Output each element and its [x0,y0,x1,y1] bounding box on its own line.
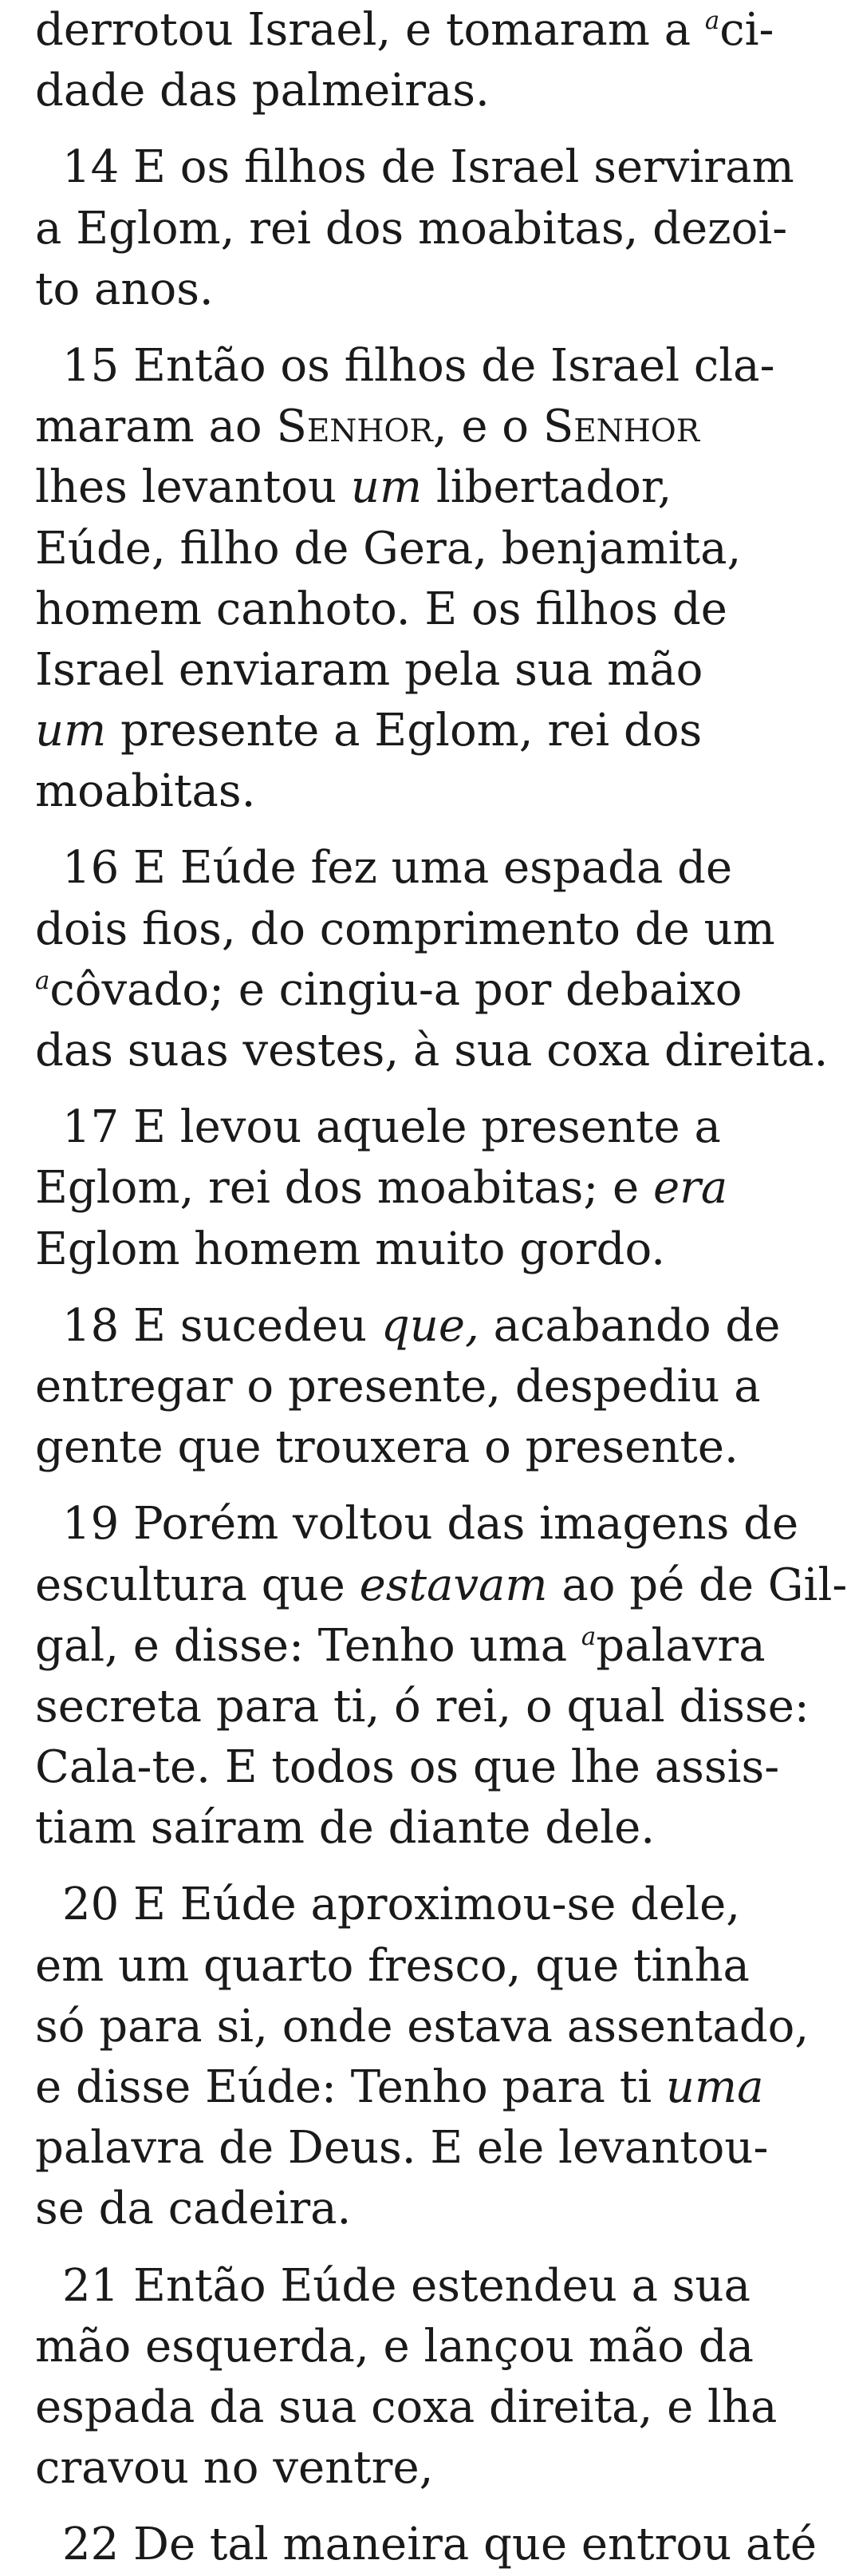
text-line [35,2118,769,2179]
footnote-marker: a [581,1622,597,1651]
text-line [35,199,788,259]
text-line [35,2057,764,2118]
text-segment: das suas vestes, à sua coxa direita. [35,1025,829,1077]
text-line [35,1997,810,2057]
text-segment: moabitas. [35,765,256,818]
verse-20 [35,1875,810,2239]
italic-word: uma [665,2061,764,2113]
verse-18 [35,1296,781,1479]
text-segment: tiam saíram de diante dele. [35,1802,656,1855]
text-line [35,1677,810,1737]
text-segment: entregar o presente, despediu a [35,1360,761,1412]
lord-small-caps: Senhor [276,401,433,453]
text-line [35,61,731,121]
text-segment: Eglom homem muito gordo. [35,1223,665,1275]
text-segment: palavra de Deus. E ele levantou- [35,2122,769,2175]
text-line [35,701,731,761]
verse-21 [35,2256,778,2499]
text-segment: 21 Então Eúde estendeu a sua [62,2259,750,2312]
italic-word: estavam [359,1559,548,1611]
text-line [35,519,742,579]
verse-16 [35,838,829,1081]
verse-13 [35,0,774,121]
footnote-marker: a [704,6,720,35]
text-line [35,1417,739,1478]
text-line [35,397,731,457]
text-line [35,1219,731,1280]
text-line [35,2438,731,2499]
italic-word: era [652,1162,728,1215]
text-segment: espada da sua coxa direita, e lha [35,2380,778,2433]
text-line [35,259,731,320]
text-segment: maram ao Senhor, e o Senhor [35,401,700,453]
text-segment: 20 E Eúde aproximou-se dele, [62,1879,741,1931]
text-segment: 19 Porém voltou das imagens de [62,1498,799,1551]
text-line [35,137,794,198]
text-line [35,1158,731,1219]
text-segment: secreta para ti, ó rei, o qual disse: [35,1680,810,1732]
text-segment: homem canhoto. E os filhos de [35,583,727,635]
footnote-marker: a [35,966,50,995]
text-line [35,457,731,518]
text-line [35,640,731,701]
text-segment: gente que trouxera o presente. [35,1421,739,1474]
text-line [35,1021,829,1081]
verse-22 [35,2515,817,2575]
text-segment: Cala-te. E todos os que lhe assis- [35,1741,780,1794]
text-line [35,1616,766,1677]
text-line [35,1494,799,1555]
text-segment: Israel enviaram pela sua mão [35,643,703,696]
text-line [35,1737,780,1798]
text-segment: 18 E sucedeu que, acabando de [62,1299,781,1352]
text-segment: Eglom, rei dos moabitas; e era [35,1162,728,1215]
text-line [35,838,731,899]
text-line [35,960,743,1021]
text-segment: derrotou Israel, e tomaram a $^a$ci- [35,4,774,56]
text-segment: mão esquerda, e lançou mão da [35,2320,754,2373]
italic-word: que, [380,1299,479,1352]
text-segment: e disse Eúde: Tenho para ti uma [35,2061,764,2113]
text-line [35,761,731,822]
text-line [35,2179,731,2239]
verse-15 [35,336,775,823]
text-line [35,1555,847,1616]
text-line [35,1875,741,1935]
text-line [35,579,731,640]
text-segment: cravou no ventre, [35,2442,434,2495]
text-segment: se da cadeira. [35,2183,352,2235]
italic-word: um [350,461,423,514]
text-segment: dois fios, do comprimento de um [35,903,775,955]
text-segment: gal, e disse: Tenho uma $^a$palavra [35,1619,766,1672]
text-segment: lhes levantou um libertador, [35,461,672,514]
text-line [35,1097,731,1158]
text-line [35,1798,731,1859]
text-segment: só para si, onde estava assentado, [35,2000,810,2053]
lord-small-caps: Senhor [542,401,700,453]
text-line [35,1357,761,1417]
verse-17 [35,1097,731,1280]
text-segment: dade das palmeiras. [35,65,490,117]
text-segment: Eúde, filho de Gera, benjamita, [35,522,742,575]
text-line [35,899,775,960]
text-segment: $^a$côvado; e cingiu-a por debaixo [35,963,743,1016]
text-segment: escultura que estavam ao pé de Gil- [35,1559,847,1611]
text-segment: 22 De tal maneira que entrou até [62,2519,817,2571]
italic-word: um [35,705,107,757]
text-segment: 15 Então os filhos de Israel cla- [62,339,775,392]
text-segment: 14 E os filhos de Israel serviram [62,141,794,194]
text-line [35,2256,750,2317]
text-line [35,0,774,61]
verse-14 [35,137,794,320]
text-segment: to anos. [35,263,214,315]
text-segment: 16 E Eúde fez uma espada de [62,842,733,895]
text-line [35,2317,754,2377]
verse-19 [35,1494,847,1859]
text-line [35,2377,778,2438]
text-line [35,1936,750,1997]
text-line [35,2515,817,2575]
text-segment: 17 E levou aquele presente a [62,1101,721,1154]
text-segment: a Eglom, rei dos moabitas, dezoi- [35,202,788,255]
text-segment: em um quarto fresco, que tinha [35,1939,750,1992]
text-line [35,336,775,397]
text-line [35,1296,781,1357]
text-segment: um presente a Eglom, rei dos [35,705,703,757]
